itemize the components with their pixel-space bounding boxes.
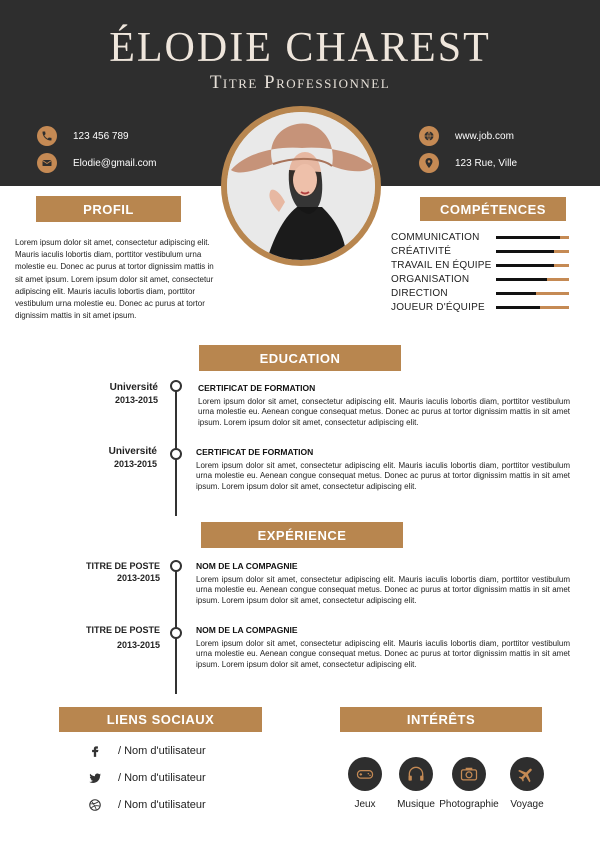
skill-bar-fill (496, 264, 554, 267)
skill-label: CRÉATIVITÉ (391, 246, 452, 257)
airplane-icon (510, 757, 544, 791)
education-entry-left (109, 446, 157, 469)
interest-label: Photographie (439, 799, 499, 810)
profile-photo-frame (221, 106, 381, 266)
skill-bar (496, 278, 569, 281)
skill-row (391, 246, 569, 257)
camera-icon (452, 757, 486, 791)
timeline-dot (170, 448, 182, 460)
experience-entry-left (86, 625, 160, 650)
skill-bar (496, 250, 569, 253)
social-username: / Nom d'utilisateur (118, 745, 206, 757)
profil-heading: PROFIL (36, 196, 181, 222)
facebook-icon (88, 744, 102, 758)
dribbble-icon (88, 798, 102, 812)
competences-heading: COMPÉTENCES (420, 197, 566, 221)
mail-icon (37, 153, 57, 173)
headphones-icon (399, 757, 433, 791)
skill-bar-fill (496, 250, 554, 253)
timeline-dot (170, 560, 182, 572)
social-heading: LIENS SOCIAUX (59, 707, 262, 732)
years: 2013-2015 (113, 459, 157, 469)
skill-label: TRAVAIL EN ÉQUIPE (391, 260, 492, 271)
institution: Université (108, 446, 157, 457)
entry-description: Lorem ipsum dolor sit amet, consectetur adipiscing elit. Mauris iaculis lobortis diam, porttitor vestibulum urna molestie eu. Aenean congue consequat metus. Donec ac purus at tortor dignissim mattis in sit amet ipsum. Lorem ipsum dolor sit amet, consectetur adipiscing elit. (198, 397, 570, 427)
professional-title: Titre Professionnel (209, 72, 391, 93)
profil-text: Lorem ipsum dolor sit amet, consectetur adipiscing elit. Mauris iaculis lobortis diam, porttitor vestibulum urna molestie eu. Donec ac purus at tortor dignissim mattis in sit amet ipsum. Lorem ipsum dolor sit amet, consectetur adipiscing elit. Mauris iaculis lobortis diam, porttitor vestibulum urna molestie eu. Donec ac purus at tortor dignissim mattis in sit amet ipsum. (15, 238, 214, 321)
contact-email (37, 153, 157, 173)
institution: Université (109, 382, 158, 393)
profile-photo (227, 112, 375, 260)
person-name: ÉLODIE CHAREST (109, 25, 491, 71)
education-entry-left (110, 382, 158, 405)
email-address: Elodie@gmail.com (73, 157, 157, 169)
experience-heading: EXPÉRIENCE (201, 522, 403, 548)
interest-music (386, 757, 446, 810)
skill-bar-fill (496, 236, 560, 239)
skill-label: DIRECTION (391, 288, 448, 299)
job-title: TITRE DE POSTE (85, 561, 160, 571)
timeline-dot (170, 627, 182, 639)
education-heading: EDUCATION (199, 345, 401, 371)
timeline-dot (170, 380, 182, 392)
entry-description: Lorem ipsum dolor sit amet, consectetur adipiscing elit. Mauris iaculis lobortis diam, porttitor vestibulum urna molestie eu. Aenean congue consequat metus. Donec ac purus at tortor dignissim mattis in sit amet ipsum. Lorem ipsum dolor sit amet, consectetur adipiscing elit. (196, 575, 570, 605)
social-dribbble[interactable] (88, 798, 206, 812)
skill-label: ORGANISATION (391, 274, 470, 285)
skill-row (391, 274, 569, 285)
entry-heading: NOM DE LA COMPAGNIE (196, 561, 298, 571)
skill-bar (496, 292, 569, 295)
entry-heading: CERTIFICAT DE FORMATION (196, 447, 314, 457)
website-url: www.job.com (455, 130, 514, 142)
entry-heading: NOM DE LA COMPAGNIE (196, 625, 298, 635)
skill-bar (496, 236, 569, 239)
entry-description: Lorem ipsum dolor sit amet, consectetur adipiscing elit. Mauris iaculis lobortis diam, porttitor vestibulum urna molestie eu. Aenean congue consequat metus. Donec ac purus at tortor dignissim mattis in sit amet ipsum. Lorem ipsum dolor sit amet, consectetur adipiscing elit. (196, 639, 570, 669)
education-entry (198, 383, 570, 428)
interest-photography (439, 757, 499, 810)
job-title: TITRE DE POSTE (85, 625, 160, 635)
globe-icon (419, 126, 439, 146)
skill-bar-fill (496, 292, 536, 295)
education-entry (196, 447, 570, 492)
skill-bar-fill (496, 278, 547, 281)
years: 2013-2015 (116, 640, 160, 650)
skill-bar (496, 264, 569, 267)
interest-travel (497, 757, 557, 810)
entry-heading: CERTIFICAT DE FORMATION (198, 383, 316, 393)
contact-address (419, 153, 517, 173)
skill-row (391, 288, 569, 299)
experience-entry-left (86, 561, 160, 583)
social-username: / Nom d'utilisateur (118, 772, 206, 784)
social-twitter[interactable] (88, 771, 206, 785)
entry-description: Lorem ipsum dolor sit amet, consectetur adipiscing elit. Mauris iaculis lobortis diam, porttitor vestibulum urna molestie eu. Aenean congue consequat metus. Donec ac purus at tortor dignissim mattis in sit amet ipsum. Lorem ipsum dolor sit amet, consectetur adipiscing elit. (196, 461, 570, 491)
experience-entry (196, 625, 570, 670)
skill-row (391, 260, 569, 271)
years: 2013-2015 (116, 573, 160, 583)
interets-heading: INTÉRÊTS (340, 707, 542, 732)
contact-website (419, 126, 514, 146)
years: 2013-2015 (114, 395, 158, 405)
contact-phone (37, 126, 129, 146)
social-facebook[interactable] (88, 744, 206, 758)
skill-bar-fill (496, 306, 540, 309)
twitter-icon (88, 771, 102, 785)
skill-row (391, 302, 569, 313)
social-username: / Nom d'utilisateur (118, 799, 206, 811)
skill-row (391, 232, 569, 243)
interest-label: Voyage (510, 799, 544, 810)
skill-bar (496, 306, 569, 309)
phone-number: 123 456 789 (73, 130, 129, 142)
phone-icon (37, 126, 57, 146)
location-pin-icon (419, 153, 439, 173)
skill-label: JOUEUR D'ÉQUIPE (391, 302, 485, 313)
gamepad-icon (348, 757, 382, 791)
interest-label: Musique (397, 799, 435, 810)
street-address: 123 Rue, Ville (455, 157, 518, 169)
skill-label: COMMUNICATION (391, 232, 480, 243)
experience-entry (196, 561, 570, 606)
interest-label: Jeux (354, 799, 376, 810)
